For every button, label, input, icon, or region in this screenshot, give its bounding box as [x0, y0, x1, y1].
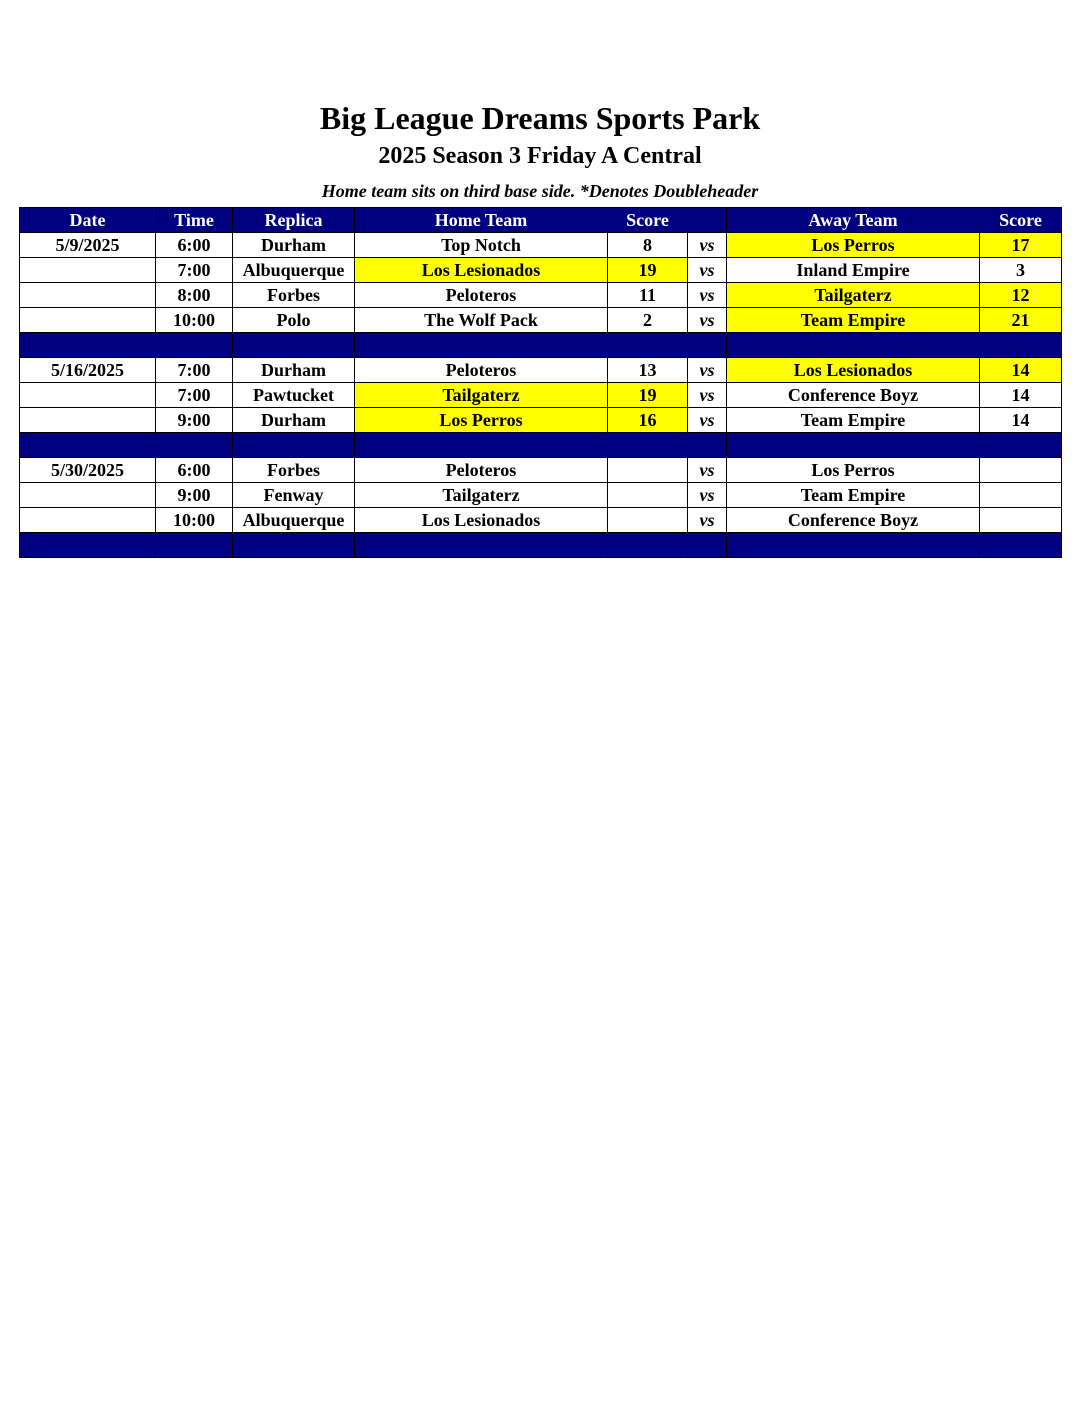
date-cell: 5/16/2025: [20, 358, 156, 383]
home-score-cell: 19: [608, 258, 688, 283]
home-score-cell: 16: [608, 408, 688, 433]
home-team-cell: The Wolf Pack: [355, 308, 608, 333]
away-team-cell: Team Empire: [727, 483, 980, 508]
date-cell: [20, 283, 156, 308]
table-header-row: [20, 208, 1062, 233]
vs-cell: vs: [688, 308, 727, 333]
schedule-body: [20, 233, 1062, 558]
col-header-vs: [688, 208, 727, 233]
separator-cell: [980, 433, 1062, 458]
time-cell: 7:00: [156, 358, 233, 383]
table-row: [20, 233, 1062, 258]
vs-cell: vs: [688, 258, 727, 283]
away-score-cell: 14: [980, 358, 1062, 383]
away-team-cell: Los Perros: [727, 458, 980, 483]
away-team-cell: Conference Boyz: [727, 508, 980, 533]
separator-cell: [980, 333, 1062, 358]
separator-cell: [20, 433, 156, 458]
home-score-cell: 19: [608, 383, 688, 408]
date-cell: [20, 308, 156, 333]
home-score-cell: [608, 458, 688, 483]
replica-cell: Pawtucket: [233, 383, 355, 408]
home-score-cell: [608, 508, 688, 533]
time-cell: 9:00: [156, 483, 233, 508]
replica-cell: Durham: [233, 358, 355, 383]
table-row: [20, 258, 1062, 283]
home-score-cell: 11: [608, 283, 688, 308]
away-team-cell: Inland Empire: [727, 258, 980, 283]
away-team-cell: Los Perros: [727, 233, 980, 258]
separator-cell: [233, 333, 355, 358]
separator-cell: [156, 333, 233, 358]
table-row: [20, 383, 1062, 408]
time-cell: 8:00: [156, 283, 233, 308]
separator-cell: [20, 533, 156, 558]
separator-cell: [233, 433, 355, 458]
separator-cell: [727, 533, 980, 558]
vs-cell: vs: [688, 508, 727, 533]
separator-cell: [156, 533, 233, 558]
away-score-cell: 14: [980, 408, 1062, 433]
time-cell: 6:00: [156, 233, 233, 258]
replica-cell: Albuquerque: [233, 508, 355, 533]
separator-row: [20, 533, 1062, 558]
home-score-cell: 2: [608, 308, 688, 333]
time-cell: 9:00: [156, 408, 233, 433]
home-team-cell: Top Notch: [355, 233, 608, 258]
table-row: [20, 283, 1062, 308]
separator-cell: [727, 433, 980, 458]
separator-cell: [355, 533, 608, 558]
home-team-cell: Peloteros: [355, 358, 608, 383]
home-score-cell: 13: [608, 358, 688, 383]
date-cell: [20, 408, 156, 433]
table-row: [20, 508, 1062, 533]
table-row: [20, 358, 1062, 383]
vs-cell: vs: [688, 483, 727, 508]
away-score-cell: 17: [980, 233, 1062, 258]
replica-cell: Polo: [233, 308, 355, 333]
col-header-date: Date: [20, 208, 156, 233]
vs-cell: vs: [688, 383, 727, 408]
away-score-cell: [980, 458, 1062, 483]
away-score-cell: 12: [980, 283, 1062, 308]
separator-cell: [608, 433, 688, 458]
away-team-cell: Team Empire: [727, 308, 980, 333]
time-cell: 6:00: [156, 458, 233, 483]
schedule-table: [19, 207, 1062, 558]
vs-cell: vs: [688, 408, 727, 433]
table-row: [20, 483, 1062, 508]
table-row: [20, 308, 1062, 333]
separator-cell: [608, 533, 688, 558]
separator-cell: [727, 333, 980, 358]
date-cell: [20, 258, 156, 283]
separator-cell: [980, 533, 1062, 558]
date-cell: 5/9/2025: [20, 233, 156, 258]
away-team-cell: Team Empire: [727, 408, 980, 433]
home-team-cell: Los Perros: [355, 408, 608, 433]
col-header-away-team: Away Team: [727, 208, 980, 233]
away-score-cell: [980, 508, 1062, 533]
page-title: Big League Dreams Sports Park: [319, 100, 761, 136]
separator-cell: [20, 333, 156, 358]
time-cell: 10:00: [156, 308, 233, 333]
col-header-replica: Replica: [233, 208, 355, 233]
col-header-home-score: Score: [608, 208, 688, 233]
home-team-cell: Peloteros: [355, 283, 608, 308]
replica-cell: Forbes: [233, 458, 355, 483]
home-team-cell: Peloteros: [355, 458, 608, 483]
away-team-cell: Conference Boyz: [727, 383, 980, 408]
away-score-cell: [980, 483, 1062, 508]
time-cell: 7:00: [156, 258, 233, 283]
separator-row: [20, 333, 1062, 358]
time-cell: 7:00: [156, 383, 233, 408]
schedule-note: Home team sits on third base side. *Denotes Doubleheader: [321, 181, 759, 201]
away-score-cell: 3: [980, 258, 1062, 283]
replica-cell: Durham: [233, 408, 355, 433]
col-header-time: Time: [156, 208, 233, 233]
away-team-cell: Los Lesionados: [727, 358, 980, 383]
vs-cell: vs: [688, 233, 727, 258]
home-team-cell: Tailgaterz: [355, 383, 608, 408]
replica-cell: Forbes: [233, 283, 355, 308]
table-row: [20, 458, 1062, 483]
separator-cell: [156, 433, 233, 458]
separator-cell: [355, 333, 608, 358]
date-cell: 5/30/2025: [20, 458, 156, 483]
away-score-cell: 21: [980, 308, 1062, 333]
home-score-cell: 8: [608, 233, 688, 258]
vs-cell: vs: [688, 283, 727, 308]
home-team-cell: Los Lesionados: [355, 258, 608, 283]
separator-cell: [233, 533, 355, 558]
separator-row: [20, 433, 1062, 458]
replica-cell: Albuquerque: [233, 258, 355, 283]
away-score-cell: 14: [980, 383, 1062, 408]
separator-cell: [355, 433, 608, 458]
time-cell: 10:00: [156, 508, 233, 533]
replica-cell: Fenway: [233, 483, 355, 508]
away-team-cell: Tailgaterz: [727, 283, 980, 308]
table-row: [20, 408, 1062, 433]
home-score-cell: [608, 483, 688, 508]
vs-cell: vs: [688, 458, 727, 483]
date-cell: [20, 383, 156, 408]
replica-cell: Durham: [233, 233, 355, 258]
col-header-home-team: Home Team: [355, 208, 608, 233]
home-team-cell: Los Lesionados: [355, 508, 608, 533]
col-header-away-score: Score: [980, 208, 1062, 233]
separator-cell: [688, 333, 727, 358]
separator-cell: [688, 433, 727, 458]
separator-cell: [608, 333, 688, 358]
vs-cell: vs: [688, 358, 727, 383]
date-cell: [20, 483, 156, 508]
home-team-cell: Tailgaterz: [355, 483, 608, 508]
page-subtitle: 2025 Season 3 Friday A Central: [378, 143, 702, 169]
date-cell: [20, 508, 156, 533]
separator-cell: [688, 533, 727, 558]
